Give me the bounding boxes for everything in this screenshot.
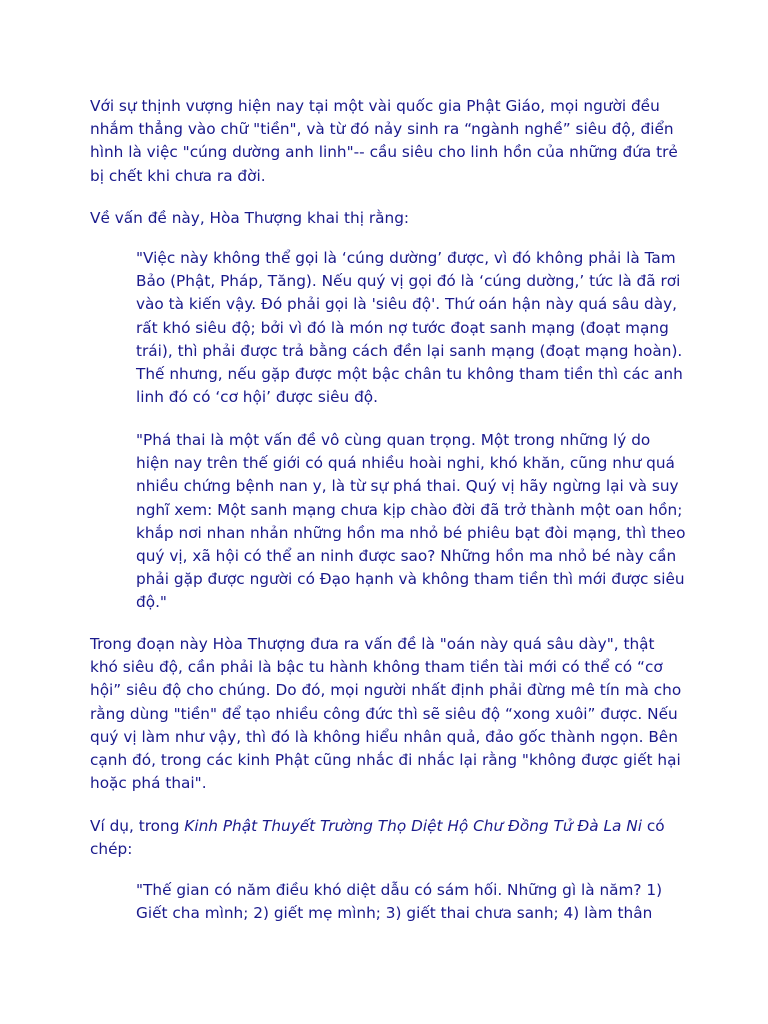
text-line: rằng dùng "tiền" để tạo nhiều công đức thì sẽ siêu độ “xong xuôi” được. Nếu — [90, 704, 678, 723]
text-line: trái), thì phải được trả bằng cách đền lại sanh mạng (đoạt mạng hoàn). — [136, 341, 683, 360]
text-line: Về vấn đề này, Hòa Thượng khai thị rằng: — [90, 209, 410, 227]
text-line: vào tà kiến vậy. Đó phải gọi là 'siêu độ'. Thứ oán hận này quá sâu dày, — [136, 295, 678, 314]
text-line — [90, 815, 665, 838]
text-prefix: Ví dụ, trong — [90, 817, 185, 835]
text-line: Bảo (Phật, Pháp, Tăng). Nếu quý vị gọi đó là ‘cúng dường,’ tức là đã rơi — [136, 272, 681, 291]
text-line: Giết cha mình; 2) giết mẹ mình; 3) giết thai chưa sanh; 4) làm thân — [136, 904, 653, 923]
text-line: quý vị, xã hội có thể an ninh được sao? Những hồn ma nhỏ bé này cần — [136, 547, 677, 566]
text-line: hội” siêu độ cho chúng. Do đó, mọi người nhất định phải đừng mê tín mà cho — [90, 681, 682, 700]
text-line: hình là việc "cúng dường anh linh"-- cầu siêu cho linh hồn của những đứa trẻ — [90, 143, 678, 162]
quote-block-3 — [136, 879, 662, 925]
text-line: chép: — [90, 840, 133, 859]
text-line: cạnh đó, trong các kinh Phật cũng nhắc đi nhắc lại rằng "không được giết hại — [90, 751, 681, 770]
text-line: nhiều chứng bệnh nan y, là từ sự phá thai. Quý vị hãy ngừng lại và suy — [136, 477, 679, 496]
text-line: nhắm thẳng vào chữ "tiền", và từ đó nảy sinh ra “ngành nghề” siêu độ, điển — [90, 120, 674, 139]
text-line: Trong đoạn này Hòa Thượng đưa ra vấn đề là "oán này quá sâu dày", thật — [90, 635, 655, 653]
text-line: nghĩ xem: Một sanh mạng chưa kịp chào đời đã trở thành một oan hồn; — [136, 500, 683, 519]
text-line: hoặc phá thai". — [90, 774, 207, 793]
paragraph-commentary — [90, 633, 681, 795]
quote-block-1 — [136, 247, 683, 409]
text-line: bị chết khi chưa ra đời. — [90, 166, 266, 185]
paragraph-intro — [90, 95, 678, 188]
text-line: linh đó có ‘cơ hội’ được siêu độ. — [136, 388, 378, 407]
text-suffix: có — [641, 817, 665, 835]
text-line: "Thế gian có năm điều khó diệt dẫu có sám hối. Những gì là năm? 1) — [136, 881, 663, 899]
text-line: rất khó siêu độ; bởi vì đó là món nợ tước đoạt sanh mạng (đoạt mạng — [136, 318, 669, 337]
text-line: "Việc này không thể gọi là ‘cúng dường’ được, vì đó không phải là Tam — [136, 249, 676, 267]
text-line: khó siêu độ, cần phải là bậc tu hành không tham tiền tài mới có thể có “cơ — [90, 658, 663, 677]
quote-block-2 — [136, 429, 685, 615]
text-line: "Phá thai là một vấn đề vô cùng quan trọng. Một trong những lý do — [136, 431, 651, 449]
text-line: khắp nơi nhan nhản những hồn ma nhỏ bé phiêu bạt đòi mạng, thì theo — [136, 523, 686, 542]
text-line: Thế nhưng, nếu gặp được một bậc chân tu không tham tiền thì các anh — [136, 365, 683, 384]
paragraph-teaching-intro — [90, 207, 409, 230]
text-line: Với sự thịnh vượng hiện nay tại một vài quốc gia Phật Giáo, mọi người đều — [90, 97, 660, 115]
text-line: hiện nay trên thế giới có quá nhiều hoài nghi, khó khăn, cũng như quá — [136, 454, 675, 473]
text-line: phải gặp được người có Đạo hạnh và không tham tiền thì mới được siêu — [136, 570, 685, 589]
paragraph-sutra-reference — [90, 815, 665, 861]
text-line: độ." — [136, 593, 167, 612]
sutra-title: Kinh Phật Thuyết Trường Thọ Diệt Hộ Chư Đồng Tử Đà La Ni — [184, 817, 642, 835]
text-line: quý vị làm như vậy, thì đó là không hiểu nhân quả, đảo gốc thành ngọn. Bên — [90, 727, 678, 746]
